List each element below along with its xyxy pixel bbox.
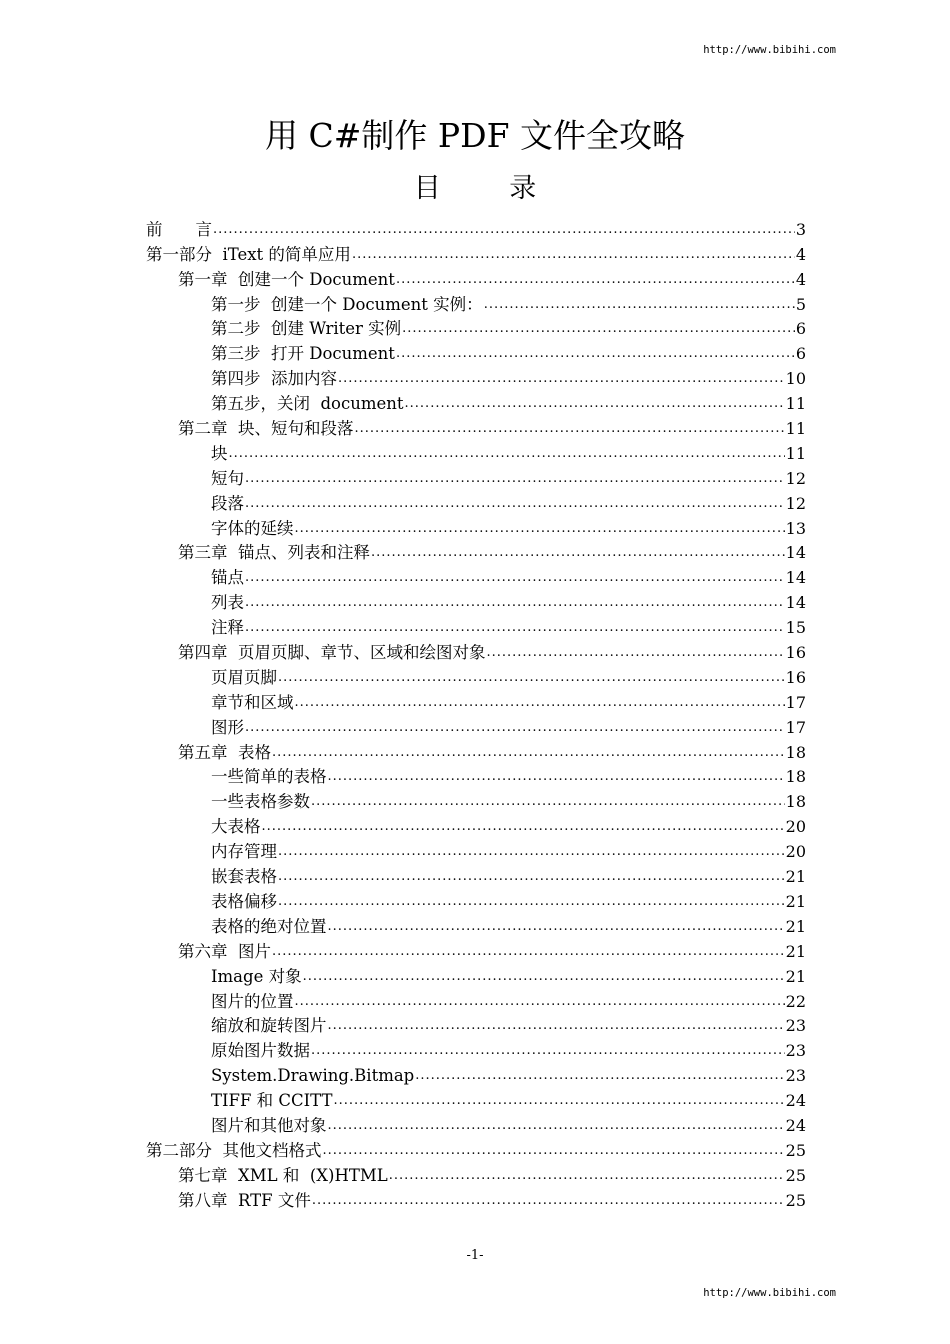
toc-entry[interactable] — [146, 613, 806, 638]
toc-entry[interactable] — [146, 837, 806, 862]
toc-entry[interactable] — [146, 215, 806, 240]
toc-entry-page-number: 14 — [785, 543, 806, 563]
toc-entry[interactable] — [146, 987, 806, 1012]
toc-entry-label: 页眉页脚 — [211, 667, 277, 687]
toc-dot-leader — [278, 668, 785, 688]
toc-entry-page-number: 24 — [785, 1091, 806, 1111]
toc-entry-label: 缩放和旋转图片 — [211, 1016, 327, 1036]
toc-entry[interactable] — [146, 563, 806, 588]
toc-entry-label: 注释 — [211, 618, 244, 638]
toc-dot-leader — [405, 394, 785, 414]
toc-entry-label: 短句 — [211, 468, 244, 488]
toc-entry-label: 大表格 — [211, 817, 261, 837]
toc-entry[interactable] — [146, 1136, 806, 1161]
toc-dot-leader — [484, 295, 795, 315]
toc-entry-page-number: 25 — [785, 1165, 806, 1185]
toc-dot-leader — [278, 892, 785, 912]
toc-dot-leader — [311, 1041, 785, 1061]
toc-entry[interactable] — [146, 638, 806, 663]
toc-entry-label: TIFF 和 CCITT — [211, 1091, 333, 1111]
toc-dot-leader — [245, 618, 785, 638]
toc-entry-page-number: 18 — [785, 767, 806, 787]
toc-entry-label: 章节和区域 — [211, 692, 294, 712]
toc-dot-leader — [323, 1141, 785, 1161]
toc-entry[interactable] — [146, 1036, 806, 1061]
toc-entry-label: 原始图片数据 — [211, 1041, 310, 1061]
toc-entry-page-number: 16 — [785, 667, 806, 687]
toc-entry[interactable] — [146, 265, 806, 290]
toc-entry-label: 一些表格参数 — [211, 792, 310, 812]
toc-entry-label: 图片的位置 — [211, 991, 294, 1011]
page-number: -1- — [466, 1248, 484, 1263]
table-of-contents — [146, 215, 806, 1211]
toc-entry-label: Image 对象 — [211, 966, 302, 986]
toc-entry-page-number: 24 — [785, 1115, 806, 1135]
toc-entry-label: System.Drawing.Bitmap — [211, 1066, 415, 1086]
toc-entry-page-number: 4 — [795, 269, 806, 289]
toc-entry-label: 字体的延续 — [211, 518, 294, 538]
toc-dot-leader — [245, 568, 785, 588]
toc-dot-leader — [295, 992, 785, 1012]
toc-entry-label: 第三步 打开 Document — [211, 344, 395, 364]
toc-dot-leader — [245, 469, 785, 489]
toc-dot-leader — [402, 319, 795, 339]
toc-entry[interactable] — [146, 713, 806, 738]
toc-entry-page-number: 22 — [785, 991, 806, 1011]
toc-entry[interactable] — [146, 414, 806, 439]
toc-entry-page-number: 16 — [785, 643, 806, 663]
toc-heading: 目 录 — [413, 173, 567, 204]
toc-entry-page-number: 12 — [785, 493, 806, 513]
toc-dot-leader — [389, 1166, 785, 1186]
toc-entry[interactable] — [146, 439, 806, 464]
toc-dot-leader — [295, 519, 785, 539]
toc-entry-label: 第一步 创建一个 Document 实例： — [211, 294, 483, 314]
toc-entry-page-number: 21 — [785, 867, 806, 887]
toc-dot-leader — [328, 1016, 785, 1036]
toc-entry-label: 段落 — [211, 493, 244, 513]
toc-entry[interactable] — [146, 489, 806, 514]
toc-entry-label: 第八章 RTF 文件 — [178, 1190, 311, 1210]
toc-entry-label: 表格的绝对位置 — [211, 916, 327, 936]
toc-dot-leader — [396, 344, 795, 364]
toc-entry-page-number: 14 — [785, 593, 806, 613]
toc-entry-page-number: 17 — [785, 717, 806, 737]
toc-entry-label: 第二章 块、短句和段落 — [178, 419, 354, 439]
toc-dot-leader — [328, 767, 785, 787]
toc-entry-page-number: 23 — [785, 1041, 806, 1061]
toc-entry[interactable] — [146, 389, 806, 414]
toc-entry-page-number: 11 — [785, 443, 806, 463]
toc-entry-page-number: 11 — [785, 394, 806, 414]
toc-dot-leader — [371, 543, 785, 563]
toc-entry-page-number: 3 — [795, 219, 806, 239]
toc-entry-label: 块 — [211, 443, 228, 463]
toc-entry-label: 内存管理 — [211, 842, 277, 862]
toc-entry-page-number: 17 — [785, 692, 806, 712]
toc-entry[interactable] — [146, 887, 806, 912]
toc-dot-leader — [355, 419, 785, 439]
toc-dot-leader — [415, 1066, 784, 1086]
toc-dot-leader — [295, 693, 785, 713]
toc-dot-leader — [278, 867, 785, 887]
toc-entry[interactable] — [146, 1012, 806, 1037]
toc-entry[interactable] — [146, 787, 806, 812]
toc-entry-label: 第六章 图片 — [178, 941, 271, 961]
toc-entry[interactable] — [146, 539, 806, 564]
toc-dot-leader — [334, 1091, 785, 1111]
toc-entry-page-number: 6 — [795, 344, 806, 364]
toc-dot-leader — [487, 643, 785, 663]
toc-entry-label: 第七章 XML 和 (X)HTML — [178, 1165, 388, 1185]
toc-dot-leader — [272, 743, 785, 763]
toc-entry[interactable] — [146, 240, 806, 265]
toc-entry-label: 一些简单的表格 — [211, 767, 327, 787]
toc-entry[interactable] — [146, 588, 806, 613]
toc-dot-leader — [245, 718, 785, 738]
toc-entry-label: 第二部分 其他文档格式 — [146, 1140, 322, 1160]
toc-entry[interactable] — [146, 514, 806, 539]
toc-dot-leader — [213, 220, 795, 240]
toc-entry-page-number: 20 — [785, 842, 806, 862]
toc-dot-leader — [352, 245, 795, 265]
toc-entry-page-number: 20 — [785, 817, 806, 837]
header-url: http://www.bibihi.com — [703, 44, 836, 56]
toc-dot-leader — [245, 593, 785, 613]
toc-entry[interactable] — [146, 738, 806, 763]
toc-dot-leader — [311, 792, 785, 812]
toc-entry-page-number: 18 — [785, 792, 806, 812]
toc-dot-leader — [278, 842, 785, 862]
toc-entry[interactable] — [146, 688, 806, 713]
footer-url: http://www.bibihi.com — [703, 1287, 836, 1299]
toc-entry-label: 第二步 创建 Writer 实例 — [211, 319, 402, 339]
toc-entry-label: 列表 — [211, 593, 244, 613]
toc-entry[interactable] — [146, 290, 806, 315]
toc-entry-page-number: 13 — [785, 518, 806, 538]
toc-entry-label: 第四章 页眉页脚、章节、区域和绘图对象 — [178, 643, 486, 663]
toc-entry-page-number: 21 — [785, 966, 806, 986]
toc-dot-leader — [262, 817, 785, 837]
toc-entry-page-number: 21 — [785, 891, 806, 911]
toc-entry[interactable] — [146, 364, 806, 389]
toc-entry-page-number: 14 — [785, 568, 806, 588]
toc-entry-page-number: 12 — [785, 468, 806, 488]
toc-entry-label: 第五章 表格 — [178, 742, 271, 762]
toc-dot-leader — [312, 1191, 785, 1211]
toc-entry[interactable] — [146, 912, 806, 937]
toc-entry-page-number: 11 — [785, 419, 806, 439]
toc-entry-page-number: 5 — [795, 294, 806, 314]
toc-entry-page-number: 6 — [795, 319, 806, 339]
toc-dot-leader — [338, 369, 785, 389]
toc-entry[interactable] — [146, 464, 806, 489]
toc-entry[interactable] — [146, 1061, 806, 1086]
toc-entry[interactable] — [146, 663, 806, 688]
toc-entry[interactable] — [146, 937, 806, 962]
toc-entry-page-number: 15 — [785, 618, 806, 638]
toc-entry[interactable] — [146, 763, 806, 788]
toc-entry[interactable] — [146, 812, 806, 837]
toc-entry[interactable] — [146, 1111, 806, 1136]
toc-entry-label: 图形 — [211, 717, 244, 737]
toc-entry[interactable] — [146, 315, 806, 340]
toc-dot-leader — [328, 1116, 785, 1136]
toc-dot-leader — [303, 967, 785, 987]
toc-entry-label: 第三章 锚点、列表和注释 — [178, 543, 370, 563]
toc-entry-label: 锚点 — [211, 568, 244, 588]
toc-dot-leader — [396, 270, 795, 290]
toc-entry-page-number: 25 — [785, 1140, 806, 1160]
document-title: 用 C#制作 PDF 文件全攻略 — [265, 116, 685, 155]
toc-entry[interactable] — [146, 339, 806, 364]
toc-dot-leader — [272, 942, 785, 962]
toc-entry-label: 第四步 添加内容 — [211, 369, 337, 389]
toc-entry-label: 表格偏移 — [211, 891, 277, 911]
toc-entry-page-number: 25 — [785, 1190, 806, 1210]
toc-entry-page-number: 23 — [785, 1016, 806, 1036]
toc-entry-page-number: 10 — [785, 369, 806, 389]
toc-entry-label: 第一部分 iText 的简单应用 — [146, 244, 351, 264]
toc-entry-label: 嵌套表格 — [211, 867, 277, 887]
toc-entry[interactable] — [146, 1161, 806, 1186]
toc-entry-page-number: 4 — [795, 244, 806, 264]
toc-entry-label: 前 言 — [146, 219, 212, 239]
toc-entry-label: 第五步，关闭 document — [211, 394, 404, 414]
toc-entry[interactable] — [146, 1086, 806, 1111]
toc-dot-leader — [245, 494, 785, 514]
toc-dot-leader — [328, 917, 785, 937]
toc-entry-page-number: 21 — [785, 916, 806, 936]
toc-entry-page-number: 21 — [785, 941, 806, 961]
toc-entry-page-number: 18 — [785, 742, 806, 762]
toc-entry[interactable] — [146, 962, 806, 987]
toc-entry[interactable] — [146, 862, 806, 887]
toc-dot-leader — [229, 444, 785, 464]
toc-entry-label: 图片和其他对象 — [211, 1115, 327, 1135]
toc-entry-page-number: 23 — [785, 1066, 806, 1086]
toc-entry[interactable] — [146, 1186, 806, 1211]
toc-entry-label: 第一章 创建一个 Document — [178, 269, 395, 289]
